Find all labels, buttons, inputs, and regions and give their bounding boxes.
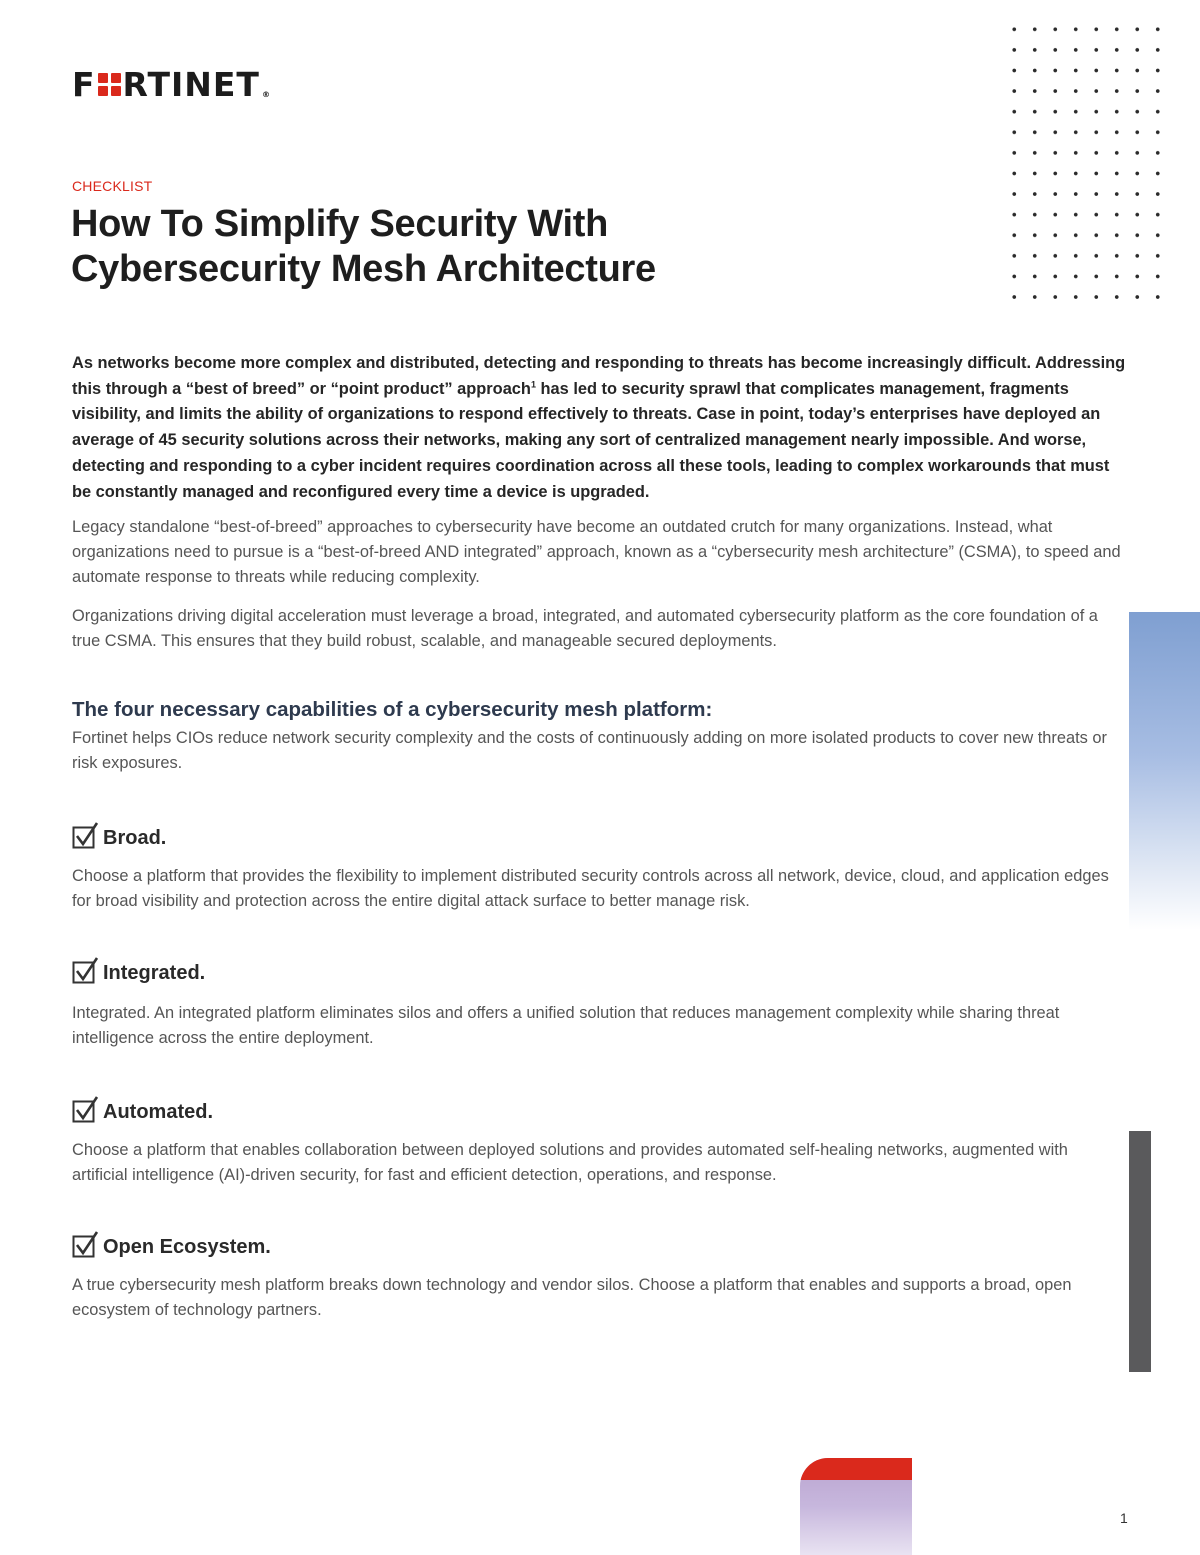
capability-text-broad: Choose a platform that provides the flexibility to implement distributed security controls across all network, device, cloud, and application edges for broad visibility and protection across the entire digital attack surface to better manage risk. [72,867,1109,910]
capability-title-broad [72,822,166,850]
intro-text-part2: has led to security sprawl that complicates management, fragments visibility, and limits the ability of organizations to respond effectively to threats. Case in point, today’s enterprises have deployed an average of 45 security solutions across their networks, making any sort of centralized management nearly impossible. And worse, detecting and responding to a cyber incident requires coordination across all these tools, leading to complex workarounds that must be constantly managed and reconfigured every time a device is upgraded. [72,379,1110,501]
decorative-gray-bar [1129,1131,1151,1372]
checkbox-checked-icon [72,957,100,985]
page-title: How To Simplify Security With Cybersecurity Mesh Architecture [71,203,656,290]
decorative-blue-gradient-bar [1129,612,1200,930]
logo-text-end: RTINET [122,65,260,104]
body-paragraph-platform: Organizations driving digital acceleration must leverage a broad, integrated, and automated cybersecurity platform as the core foundation of a true CSMA. This ensures that they build robust, scalable, and manageable secured deployments. [72,607,1098,650]
capability-title-open-ecosystem [72,1231,271,1259]
capability-title-automated [72,1096,213,1124]
capability-title-text: Open Ecosystem. [103,1236,271,1258]
capability-text-integrated: Integrated. An integrated platform eliminates silos and offers a unified solution that reduces management complexity while sharing threat intelligence across the entire deployment. [72,1004,1060,1047]
capabilities-intro: Fortinet helps CIOs reduce network security complexity and the costs of continuously adding on more isolated products to cover new threats or risk exposures. [72,729,1107,772]
capability-title-integrated [72,957,205,985]
intro-paragraph [72,351,1132,505]
registered-mark: ® [261,90,271,99]
page-number: 1 [1120,1510,1128,1526]
decorative-bottom-tab [800,1458,912,1555]
checkbox-checked-icon [72,1096,100,1124]
body-paragraph-legacy: Legacy standalone “best-of-breed” approaches to cybersecurity have become an outdated crutch for many organizations. Instead, what organizations need to pursue is a “best-of-breed AND integrated” approach, known as a “cybersecurity mesh architecture” (CSMA), to speed and automate response to threats while reducing complexity. [72,518,1121,586]
capability-text-open-ecosystem: A true cybersecurity mesh platform breaks down technology and vendor silos. Choose a platform that enables and supports a broad, open ecosystem of technology partners. [72,1276,1072,1319]
intro-text-part1: As networks become more complex and distributed, detecting and responding to threats has become increasingly difficult. Addressing this through a “best of breed” or “point product” approach [72,354,1126,398]
capability-title-text: Broad. [103,827,167,849]
capability-title-text: Automated. [103,1101,213,1123]
footnote-marker: 1 [530,379,536,390]
capability-title-text: Integrated. [103,962,206,984]
decorative-dot-grid [1004,19,1174,299]
capabilities-heading: The four necessary capabilities of a cybersecurity mesh platform: [72,698,713,721]
decorative-red-band [800,1458,912,1480]
fortinet-logo [72,65,271,104]
logo-text-start: F [72,65,96,104]
document-type-label: CHECKLIST [72,178,153,194]
checkbox-checked-icon [72,1231,100,1259]
checkbox-checked-icon [72,822,100,850]
fortinet-logo-mark-icon [98,73,121,96]
capability-text-automated: Choose a platform that enables collaboration between deployed solutions and provides automated self-healing networks, augmented with artificial intelligence (AI)-driven security, for fast and efficient detection, operations, and response. [72,1141,1068,1184]
